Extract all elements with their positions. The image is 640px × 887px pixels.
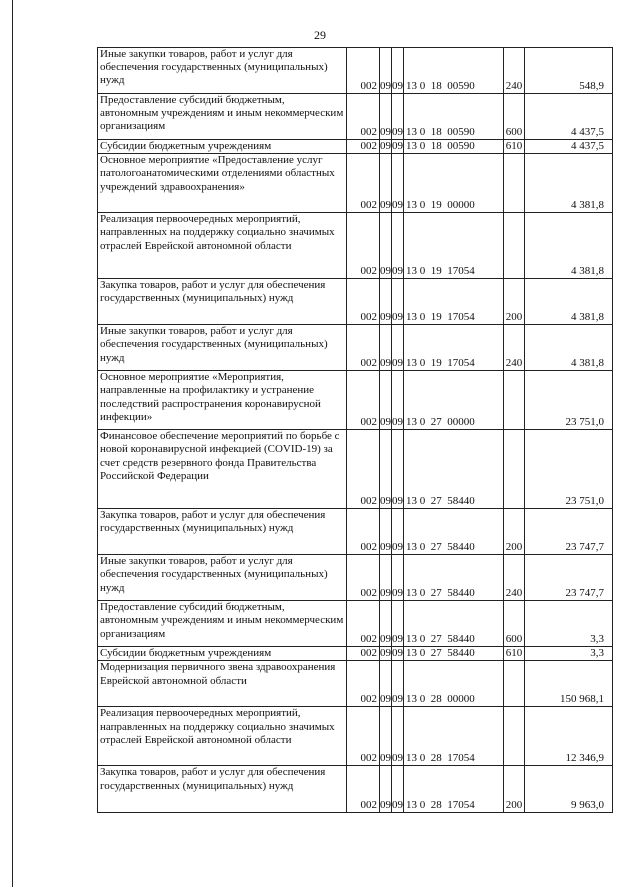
row-ved-code: 002 [347, 509, 380, 555]
row-expense-type: 240 [504, 325, 525, 371]
row-subsection-code: 09 [392, 766, 404, 813]
row-ved-code: 002 [347, 766, 380, 813]
row-ved-code: 002 [347, 601, 380, 647]
row-subsection-code: 09 [392, 279, 404, 325]
row-expense-type: 240 [504, 555, 525, 601]
row-expense-type: 240 [504, 48, 525, 94]
row-subsection-code: 09 [392, 140, 403, 152]
row-target-article: 13 0 27 00000 [404, 371, 504, 430]
table-row [98, 647, 613, 661]
left-margin-rule [12, 0, 13, 887]
row-ved-code: 002 [347, 647, 380, 661]
table-row [98, 94, 613, 140]
row-name: Предоставление субсидий бюджетным, автономным учреждениям и иным некоммерческим организациям [98, 94, 347, 140]
row-name: Закупка товаров, работ и услуг для обеспечения государственных (муниципальных) нужд [98, 509, 347, 555]
row-target-article: 13 0 28 17054 [404, 766, 504, 813]
row-ved-code: 002 [347, 707, 380, 766]
row-target-article: 13 0 27 58440 [404, 601, 504, 647]
row-name: Основное мероприятие «Предоставление услуг патологоанатомическими отделениями областных учреждений здравоохранения» [98, 154, 347, 213]
table-row [98, 766, 613, 813]
table-row [98, 371, 613, 430]
row-expense-type: 610 [504, 140, 525, 154]
row-name: Субсидии бюджетным учреждениям [98, 647, 347, 661]
row-name: Реализация первоочередных мероприятий, направленных на поддержку социально значимых отраслей Еврейской автономной области [98, 707, 347, 766]
row-subsection-code: 09 [392, 707, 404, 766]
row-target-article: 13 0 27 58440 [404, 555, 504, 601]
row-section-code: 09 [380, 213, 392, 279]
row-expense-type: 200 [504, 279, 525, 325]
row-expense-type [504, 430, 525, 509]
row-name: Финансовое обеспечение мероприятий по борьбе с новой коронавирусной инфекцией (COVID-19) за счет средств резервного фонда Правительства Российской Федерации [98, 430, 347, 509]
row-name: Модернизация первичного звена здравоохранения Еврейской автономной области [98, 661, 347, 707]
row-target-article: 13 0 19 17054 [404, 279, 504, 325]
row-subsection-code: 09 [392, 661, 404, 707]
row-section-code: 09 [380, 661, 392, 707]
row-amount: 4 381,8 [525, 154, 613, 213]
row-name: Субсидии бюджетным учреждениям [98, 140, 347, 154]
row-amount: 9 963,0 [525, 766, 613, 813]
table-row [98, 48, 613, 94]
row-amount: 4 437,5 [525, 140, 613, 154]
row-target-article: 13 0 19 00000 [404, 154, 504, 213]
row-section-code: 09 [380, 48, 392, 94]
row-name: Иные закупки товаров, работ и услуг для обеспечения государственных (муниципальных) нужд [98, 48, 347, 94]
row-section-code: 09 [380, 279, 392, 325]
row-section-code: 09 [380, 509, 392, 555]
row-expense-type [504, 707, 525, 766]
row-section-code: 09 [380, 154, 392, 213]
row-target-article: 13 0 19 17054 [404, 325, 504, 371]
row-subsection-code: 09 [392, 325, 404, 371]
row-amount: 4 381,8 [525, 213, 613, 279]
row-subsection-code: 09 [392, 213, 404, 279]
row-amount: 4 381,8 [525, 279, 613, 325]
row-amount: 23 747,7 [525, 509, 613, 555]
row-target-article: 13 0 27 58440 [404, 647, 504, 661]
row-amount: 3,3 [525, 647, 613, 661]
row-subsection-code: 09 [392, 371, 404, 430]
row-target-article: 13 0 27 58440 [404, 430, 504, 509]
row-expense-type [504, 661, 525, 707]
row-expense-type: 600 [504, 94, 525, 140]
row-target-article: 13 0 27 58440 [404, 509, 504, 555]
row-section-code: 09 [380, 325, 392, 371]
table-row [98, 279, 613, 325]
row-ved-code: 002 [347, 661, 380, 707]
row-ved-code: 002 [347, 48, 380, 94]
budget-table [97, 47, 613, 813]
row-section-code: 09 [380, 647, 391, 660]
row-expense-type: 600 [504, 601, 525, 647]
row-amount: 4 437,5 [525, 94, 613, 140]
row-section-code: 09 [380, 766, 392, 813]
row-amount: 23 751,0 [525, 371, 613, 430]
row-amount: 548,9 [525, 48, 613, 94]
row-amount: 23 747,7 [525, 555, 613, 601]
row-name: Основное мероприятие «Мероприятия, направленные на профилактику и устранение последствий распространения коронавирусной инфекции» [98, 371, 347, 430]
row-expense-type: 200 [504, 509, 525, 555]
table-row [98, 325, 613, 371]
table-row [98, 140, 613, 154]
row-expense-type [504, 213, 525, 279]
row-target-article: 13 0 28 17054 [404, 707, 504, 766]
row-subsection-code: 09 [392, 154, 404, 213]
row-amount: 23 751,0 [525, 430, 613, 509]
row-name: Реализация первоочередных мероприятий, направленных на поддержку социально значимых отраслей Еврейской автономной области [98, 213, 347, 279]
row-section-code: 09 [380, 371, 392, 430]
row-name: Закупка товаров, работ и услуг для обеспечения государственных (муниципальных) нужд [98, 766, 347, 813]
row-expense-type [504, 371, 525, 430]
row-subsection-code: 09 [392, 555, 404, 601]
table-row [98, 213, 613, 279]
table-row [98, 601, 613, 647]
row-section-code: 09 [380, 601, 392, 647]
row-amount: 150 968,1 [525, 661, 613, 707]
row-ved-code: 002 [347, 279, 380, 325]
row-expense-type: 200 [504, 766, 525, 813]
row-section-code: 09 [380, 430, 392, 509]
row-ved-code: 002 [347, 325, 380, 371]
row-name: Иные закупки товаров, работ и услуг для обеспечения государственных (муниципальных) нужд [98, 325, 347, 371]
table-row [98, 555, 613, 601]
table-row [98, 509, 613, 555]
row-amount: 3,3 [525, 601, 613, 647]
table-row [98, 707, 613, 766]
row-section-code: 09 [380, 555, 392, 601]
row-amount: 4 381,8 [525, 325, 613, 371]
row-ved-code: 002 [347, 140, 380, 154]
table-row [98, 430, 613, 509]
row-expense-type: 610 [504, 647, 525, 661]
row-target-article: 13 0 19 17054 [404, 213, 504, 279]
row-section-code: 09 [380, 707, 392, 766]
row-ved-code: 002 [347, 430, 380, 509]
table-row [98, 661, 613, 707]
row-target-article: 13 0 28 00000 [404, 661, 504, 707]
row-amount: 12 346,9 [525, 707, 613, 766]
row-target-article: 13 0 18 00590 [404, 48, 504, 94]
row-ved-code: 002 [347, 154, 380, 213]
row-ved-code: 002 [347, 213, 380, 279]
row-ved-code: 002 [347, 371, 380, 430]
row-subsection-code: 09 [392, 601, 404, 647]
row-subsection-code: 09 [392, 94, 404, 140]
row-name: Закупка товаров, работ и услуг для обеспечения государственных (муниципальных) нужд [98, 279, 347, 325]
row-name: Иные закупки товаров, работ и услуг для обеспечения государственных (муниципальных) нужд [98, 555, 347, 601]
row-section-code: 09 [380, 94, 392, 140]
row-subsection-code: 09 [392, 509, 404, 555]
row-ved-code: 002 [347, 555, 380, 601]
row-section-code: 09 [380, 140, 391, 152]
row-subsection-code: 09 [392, 647, 403, 660]
page-number: 29 [314, 28, 326, 42]
row-subsection-code: 09 [392, 48, 404, 94]
row-subsection-code: 09 [392, 430, 404, 509]
row-name: Предоставление субсидий бюджетным, автономным учреждениям и иным некоммерческим организациям [98, 601, 347, 647]
row-target-article: 13 0 18 00590 [404, 140, 504, 154]
row-ved-code: 002 [347, 94, 380, 140]
table-row [98, 154, 613, 213]
row-expense-type [504, 154, 525, 213]
row-target-article: 13 0 18 00590 [404, 94, 504, 140]
